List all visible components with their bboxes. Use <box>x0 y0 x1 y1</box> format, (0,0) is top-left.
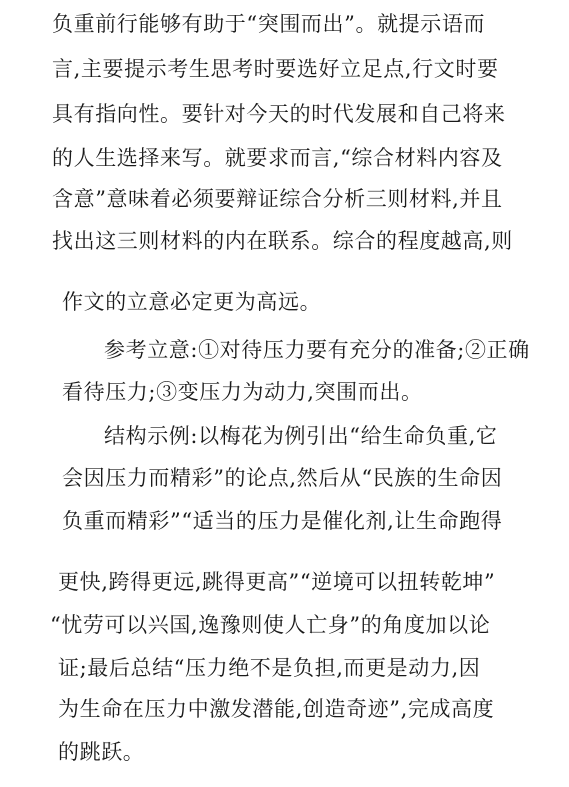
text-line: 为生命在压力中激发潜能,创造奇迹”,完成高度 <box>58 697 495 721</box>
text-line: 证;最后总结“压力绝不是负担,而更是动力,因 <box>58 656 481 680</box>
text-line: “忧劳可以兴国,逸豫则使人亡身”的角度加以论 <box>50 613 491 637</box>
text-line: 结构示例:以梅花为例引出“给生命负重,它 <box>104 424 498 448</box>
text-line: 含意”意味着必须要辩证综合分析三则材料,并且 <box>52 187 503 211</box>
text-line: 找出这三则材料的内在联系。综合的程度越高,则 <box>52 229 513 253</box>
text-line: 会因压力而精彩”的论点,然后从“民族的生命因 <box>62 466 503 490</box>
text-line: 作文的立意必定更为高远。 <box>62 290 322 314</box>
text-line: 看待压力;③变压力为动力,突围而出。 <box>62 380 423 404</box>
text-line: 更快,跨得更远,跳得更高”“逆境可以扭转乾坤” <box>58 570 496 594</box>
text-line: 负重而精彩”“适当的压力是催化剂,让生命跑得 <box>62 509 503 533</box>
text-line: 负重前行能够有助于“突围而出”。就提示语而 <box>52 12 486 36</box>
text-line: 的人生选择来写。就要求而言,“综合材料内容及 <box>52 146 503 170</box>
text-line: 参考立意:①对待压力要有充分的准备;②正确 <box>104 338 530 362</box>
text-line: 言,主要提示考生思考时要选好立足点,行文时要 <box>52 57 499 81</box>
text-line: 的跳跃。 <box>58 740 145 764</box>
text-line: 具有指向性。要针对今天的时代发展和自己将来 <box>52 102 506 126</box>
